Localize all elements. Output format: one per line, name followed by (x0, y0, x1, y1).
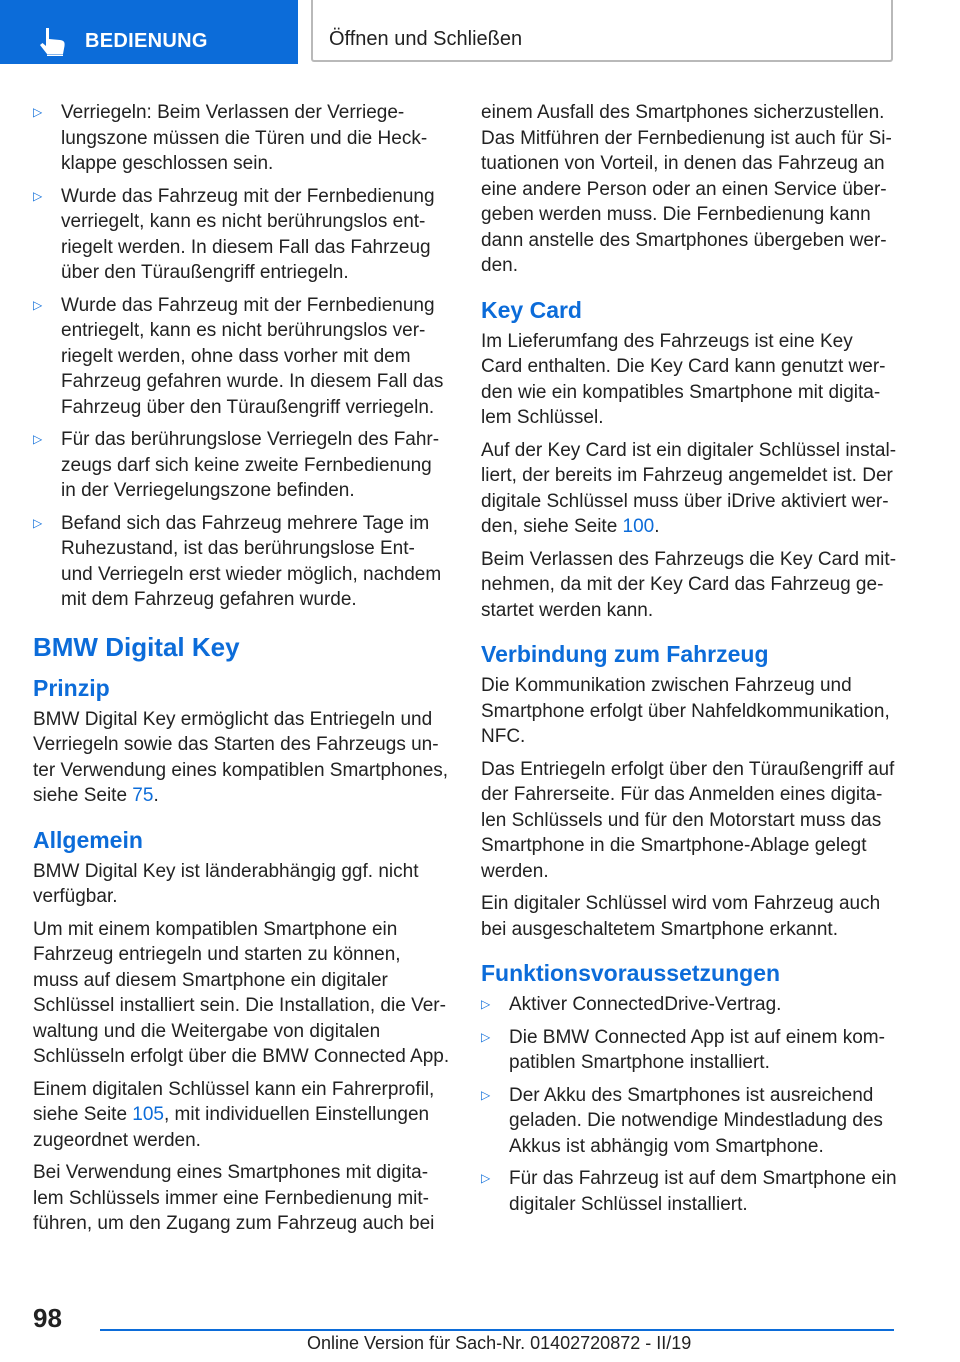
heading-key-card: Key Card (481, 296, 582, 323)
footer-version: Online Version für Sach-Nr. 01402720872 - II/19 (307, 1333, 692, 1353)
bullet-triangle-icon: ▷ (33, 105, 43, 119)
footer-divider (100, 1329, 894, 1331)
section-tab[interactable] (0, 0, 298, 64)
bullet-triangle-icon: ▷ (33, 297, 43, 312)
paragraph: Die Kommunikation zwischen Fahrzeug und Smartphone erfolgt über Nahfeldkommunikation, NFC. (481, 675, 890, 747)
paragraph: BMW Digital Key ist länderabhängig ggf. nicht verfügbar. (33, 860, 419, 907)
paragraph: Um mit einem kompatiblen Smartphone ein Fahrzeug entriegeln und starten zu können, muss auf diesem Smartphone ein digitaler Schlüssel installiert sein. Die Installation, die Verwaltung und die Weitergabe von digitalen Schlüsseln erfolgt über die BMW Connected App. (33, 918, 450, 1067)
list-item: ▷ Wurde das Fahrzeug mit der Fernbedienung entriegelt, kann es nicht berührungslos verriegelt werden, ohne dass vorher mit dem Fahrzeug gefahren wurde. In diesem Fall das Fahrzeug über den Türaußengriff verriegeln. (33, 293, 451, 421)
list-item: ▷ Für das berührungslose Verriegeln des Fahrzeugs darf sich keine zweite Fernbedienung in der Verriegelungszone befinden. (33, 427, 451, 504)
paragraph: Das Entriegeln erfolgt über den Türaußengriff auf der Fahrerseite. Für das Anmelden eines digitalen Schlüssels und für den Motorstart muss das Smartphone in die Smartphone-Ablage gelegt werden. (481, 758, 895, 882)
bullet-triangle-icon: ▷ (33, 188, 43, 203)
list-item: ▷ Verriegeln: Beim Verlassen der Verriegelungszone müssen die Türen und die Heckklappe geschlossen sein. (33, 100, 451, 177)
paragraph: Beim Verlassen des Fahrzeugs die Key Card mitnehmen, da mit der Key Card das Fahrzeug gestartet werden kann. (481, 548, 897, 621)
paragraph: BMW Digital Key ermöglicht das Entriegeln und Verriegeln sowie das Starten des Fahrzeugs unter Verwendung eines kompatiblen Smartphones, siehe Seite 75. (33, 708, 449, 806)
chapter-title-box (311, 0, 893, 62)
paragraph: Im Lieferumfang des Fahrzeugs ist eine Key Card enthalten. Die Key Card kann genutzt werden wie ein kompatibles Smartphone mit digitalem Schlüssel. (481, 330, 886, 428)
heading-bmw-digital-key: BMW Digital Key (33, 631, 240, 662)
paragraph: Auf der Key Card ist ein digitaler Schlüssel installiert, der bereits im Fahrzeug angemeldet ist. Der digitale Schlüssel muss über iDrive aktiviert werden, siehe Seite 100. (481, 439, 897, 537)
heading-funktionsvoraussetzungen: Funktionsvoraussetzungen (481, 960, 781, 986)
bullet-triangle-icon: ▷ (33, 432, 43, 446)
bullet-triangle-icon: ▷ (481, 997, 491, 1011)
list-item: ▷ Der Akku des Smartphones ist ausreichend geladen. Die notwendige Mindestladung des Akkus ist abhängig vom Smartphone. (481, 1083, 899, 1160)
heading-verbindung: Verbindung zum Fahrzeug (481, 641, 769, 667)
page-link-75[interactable]: 75 (132, 785, 154, 806)
bullet-triangle-icon: ▷ (481, 1087, 491, 1102)
list-item: ▷ Befand sich das Fahrzeug mehrere Tage im Ruhezustand, ist das berührungslose Ent- und Verriegeln erst wieder möglich, nachdem mit dem Fahrzeug gefahren wurde. (33, 511, 451, 613)
paragraph: Bei Verwendung eines Smartphones mit digitalem Schlüssels immer eine Fernbedienung mitführen, um den Zugang zum Fahrzeug auch bei (33, 1162, 435, 1234)
page-link-100[interactable]: 100 (622, 516, 655, 537)
page-number: 98 (33, 1303, 62, 1333)
list-item: ▷ Wurde das Fahrzeug mit der Fernbedienung verriegelt, kann es nicht berührungslos entriegelt werden. In diesem Fall das Fahrzeug über den Türaußengriff entriegeln. (33, 184, 451, 286)
paragraph: Einem digitalen Schlüssel kann ein Fahrerprofil, siehe Seite 105, mit individuellen Einstellungen zugeordnet werden. (33, 1078, 435, 1151)
chapter-title: Öffnen und Schließen (329, 28, 523, 50)
section-tab-label: BEDIENUNG (85, 30, 208, 52)
heading-allgemein: Allgemein (33, 826, 143, 853)
bullet-triangle-icon: ▷ (481, 1171, 491, 1185)
hand-pointer-icon (36, 26, 70, 56)
bullet-triangle-icon: ▷ (33, 515, 43, 530)
list-item: ▷ Aktiver ConnectedDrive-Vertrag. (481, 992, 899, 1018)
bullet-triangle-icon: ▷ (481, 1029, 491, 1044)
paragraph: Ein digitaler Schlüssel wird vom Fahrzeug auch bei ausgeschaltetem Smartphone erkannt. (481, 893, 881, 940)
heading-prinzip: Prinzip (33, 674, 110, 701)
list-item: ▷ Für das Fahrzeug ist auf dem Smartphone ein digitaler Schlüssel installiert. (481, 1166, 899, 1217)
paragraph: einem Ausfall des Smartphones sicherzustellen. Das Mitführen der Fernbedienung ist auch für Situationen von Vorteil, in denen das Fahrzeug an eine andere Person oder an einen Service übergeben werden muss. Die Fernbedienung kann dann anstelle des Smartphones übergeben werden. (481, 102, 892, 276)
right-column (481, 100, 899, 1224)
list-item: ▷ Die BMW Connected App ist auf einem kompatiblen Smartphone installiert. (481, 1025, 899, 1076)
page-link-105[interactable]: 105 (132, 1104, 164, 1125)
left-column (33, 100, 451, 1244)
